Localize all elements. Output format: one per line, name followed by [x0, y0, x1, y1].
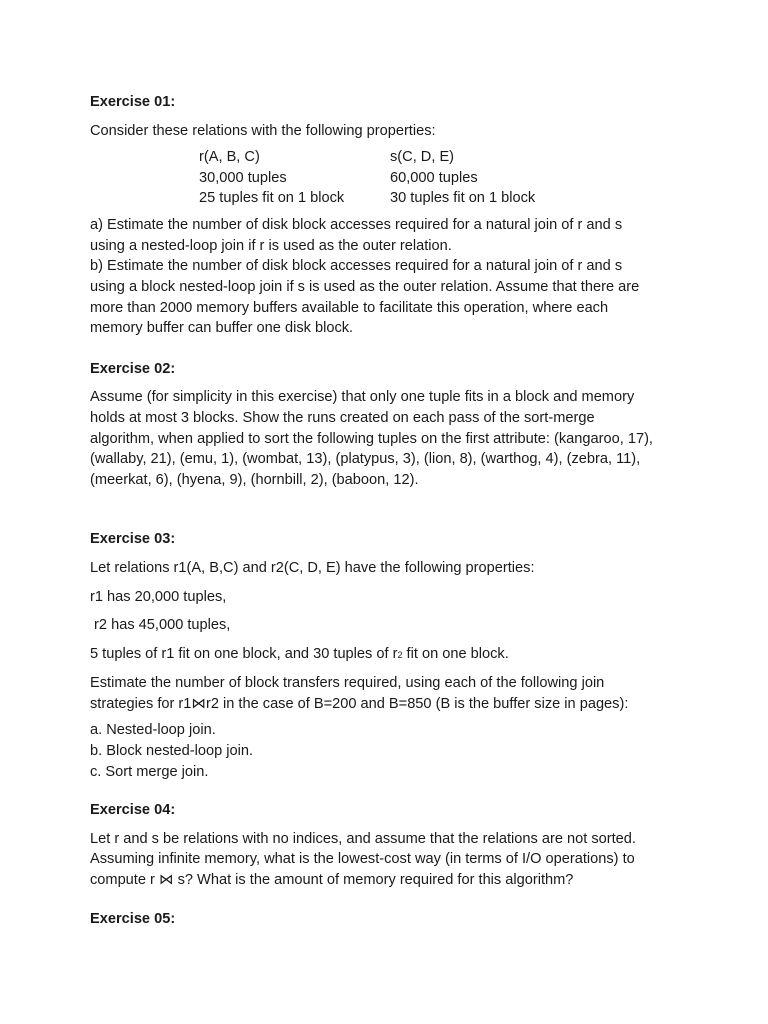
subscript-2: 2: [397, 649, 403, 660]
exercise-03-line-1: Let relations r1(A, B,C) and r2(C, D, E) have the following properties:: [90, 559, 535, 576]
option-nested-loop: a. Nested-loop join.: [90, 722, 216, 739]
option-block-nested-loop: b. Block nested-loop join.: [90, 743, 254, 760]
relation-s-properties: [390, 147, 535, 209]
relation-properties: [90, 147, 680, 209]
exercise-01-part-b: b) Estimate the number of disk block accesses required for a natural join of r and s using a block nested-loop join if s is used as the outer relation. Assume that there are more than 2000 memory buffers available to facilitate this operation, where each memory buffer can buffer one disk block.: [90, 258, 640, 337]
exercise-03-heading: Exercise 03:: [90, 531, 176, 548]
exercise-01-part-a: a) Estimate the number of disk block accesses required for a natural join of r and s using a nested-loop join if r is used as the outer relation.: [90, 217, 623, 254]
relation-r-schema: r(A, B, C): [199, 149, 260, 166]
exercise-03-line-2: r1 has 20,000 tuples,: [90, 588, 227, 605]
exercise-03-options: [90, 720, 680, 782]
exercise-03-line-4: [90, 644, 680, 666]
relation-s-blocking: 30 tuples fit on 1 block: [390, 190, 536, 207]
exercise-01-heading: Exercise 01:: [90, 94, 176, 110]
exercise-03-line-4-text: 5 tuples of r1 fit on one block, and 30 tuples of r: [90, 645, 398, 662]
exercise-04-heading: Exercise 04:: [90, 802, 176, 819]
exercise-02-heading: Exercise 02:: [90, 360, 176, 377]
exercise-04-body: Let r and s be relations with no indices, and assume that the relations are not sorted. Assuming infinite memory, what is the lowest-cost way (in terms of I/O operations) to compute r ⋈ s? What is the amount of memory required for this algorithm?: [90, 830, 636, 889]
exercise-05-heading: Exercise 05:: [90, 910, 176, 927]
relation-r-blocking: 25 tuples fit on 1 block: [199, 190, 345, 207]
exercise-03-line-5: Estimate the number of block transfers required, using each of the following join strategies for r1⋈r2 in the case of B=200 and B=850 (B is the buffer size in pages):: [90, 675, 629, 712]
document-page: [90, 92, 680, 929]
relation-r-tuples: 30,000 tuples: [199, 169, 287, 186]
relation-s-schema: s(C, D, E): [390, 149, 455, 166]
relation-r-properties: [199, 147, 344, 209]
option-sort-merge: c. Sort merge join.: [90, 763, 209, 780]
exercise-03-line-4-end: fit on one block.: [402, 645, 509, 662]
exercise-03-line-3: r2 has 45,000 tuples,: [90, 617, 231, 634]
exercise-01-intro: Consider these relations with the following properties:: [90, 122, 436, 139]
relation-s-tuples: 60,000 tuples: [390, 169, 478, 186]
exercise-02-body: Assume (for simplicity in this exercise) that only one tuple fits in a block and memory holds at most 3 blocks. Show the runs created on each pass of the sort-merge algorithm, when applied to sort the following tuples on the first attribute: (kangaroo, 17), (wallaby, 21), (emu, 1), (wombat, 13), (platypus, 3), (lion, 8), (warthog, 4), (zebra, 11), (meerkat, 6), (hyena, 9), (hornbill, 2), (baboon, 12).: [90, 389, 653, 488]
